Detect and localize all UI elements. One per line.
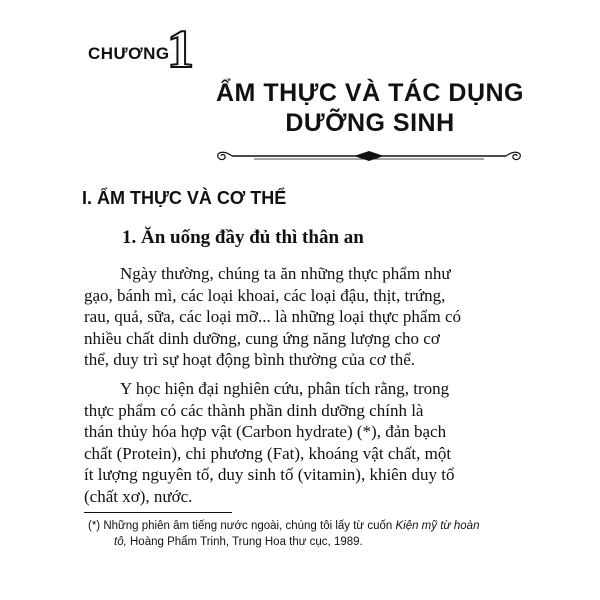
chapter-number: 1 xyxy=(167,19,194,79)
paragraph-line: ít lượng nguyên tố, duy sinh tố (vitamin), khiên duy tố xyxy=(84,465,455,484)
footnote-rule xyxy=(84,512,232,513)
paragraph-line: thể, duy trì sự hoạt động bình thường của cơ thể. xyxy=(84,350,416,369)
paragraph-line: nhiều chất dinh dưỡng, cung ứng năng lượng cho cơ xyxy=(84,328,440,348)
paragraph-2 xyxy=(84,378,524,507)
footnote xyxy=(88,518,528,550)
chapter-title-line-1: ẨM THỰC VÀ TÁC DỤNG xyxy=(216,79,524,107)
footnote-text: Những phiên âm tiếng nước ngoài, chúng tôi lấy từ cuốn xyxy=(103,520,393,532)
footnote-book-title: Kiện mỹ từ hoàn xyxy=(395,520,480,532)
paragraph-line: thực phẩm có các thành phần dinh dưỡng chính là xyxy=(84,400,424,420)
paragraph-line: gạo, bánh mì, các loại khoai, các loại đậu, thịt, trứng, xyxy=(84,285,446,305)
ornament-divider xyxy=(214,148,524,164)
paragraph-line: Ngày thường, chúng ta ăn những thực phẩm như xyxy=(120,264,451,283)
subheading: 1. Ăn uống đầy đủ thì thân an xyxy=(122,227,364,248)
paragraph-line: rau, quả, sữa, các loại mỡ... là những loại thực phẩm có xyxy=(84,307,461,326)
footnote-book-title-end: tô, xyxy=(114,536,127,548)
paragraph-line: (chất xơ), nước. xyxy=(84,486,193,506)
paragraph-line: thán thủy hóa hợp vật (Carbon hydrate) (*), đản bạch xyxy=(84,422,447,441)
chapter-title-line-2: DƯỠNG SINH xyxy=(285,109,455,137)
paragraph-1 xyxy=(84,263,524,371)
section-heading: I. ẨM THỰC VÀ CƠ THỂ xyxy=(82,188,287,208)
footnote-source: Hoàng Phẩm Trinh, Trung Hoa thư cục, 1989. xyxy=(130,536,363,548)
paragraph-line: Y học hiện đại nghiên cứu, phân tích rằng, trong xyxy=(120,379,450,398)
paragraph-line: chất (Protein), chi phương (Fat), khoáng vật chất, một xyxy=(84,443,452,463)
chapter-label: CHƯƠNG xyxy=(88,44,170,63)
footnote-marker: (*) xyxy=(88,520,101,532)
